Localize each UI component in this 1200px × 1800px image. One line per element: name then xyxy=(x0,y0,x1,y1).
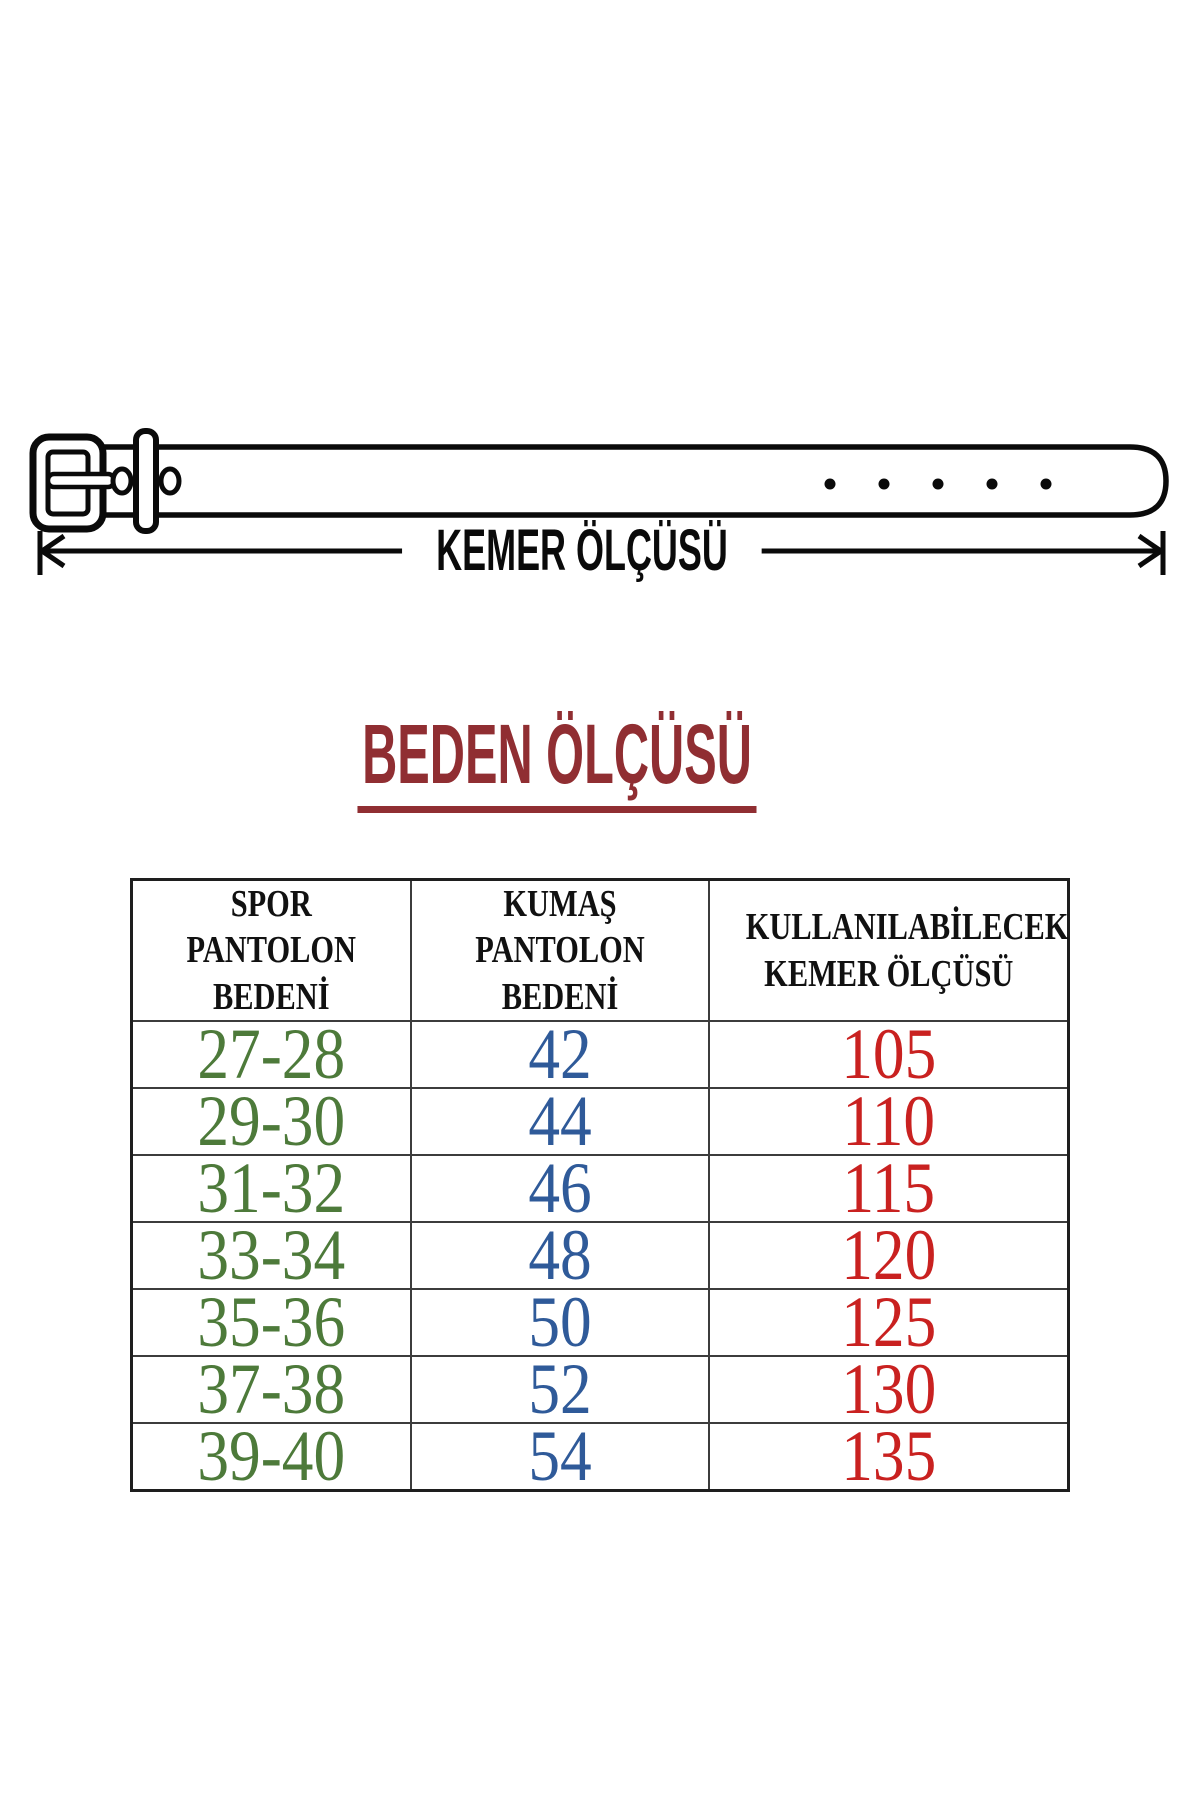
belt-diagram xyxy=(0,355,1200,605)
cell-belt-size: 105 xyxy=(709,1021,1069,1088)
header-text: SPOR PANTOLON BEDENİ xyxy=(186,883,356,1018)
cell-belt-size: 110 xyxy=(709,1088,1069,1155)
cell-sport-size: 35-36 xyxy=(132,1289,411,1356)
belt-buckle xyxy=(33,437,114,529)
header-cell-fabric xyxy=(411,880,709,1022)
header-text: KULLANILABİLECEK KEMER ÖLÇÜSÜ xyxy=(745,906,1068,995)
table-row xyxy=(132,1088,1069,1155)
size-table xyxy=(130,878,1070,1497)
cell-belt-size: 130 xyxy=(709,1356,1069,1423)
cell-fabric-size: 54 xyxy=(411,1423,709,1491)
table-row xyxy=(132,1021,1069,1088)
cell-fabric-size: 46 xyxy=(411,1155,709,1222)
cell-sport-size: 27-28 xyxy=(132,1021,411,1088)
cell-sport-size: 29-30 xyxy=(132,1088,411,1155)
cell-fabric-size: 50 xyxy=(411,1289,709,1356)
cell-sport-size: 33-34 xyxy=(132,1222,411,1289)
cell-fabric-size: 48 xyxy=(411,1222,709,1289)
cell-sport-size: 31-32 xyxy=(132,1155,411,1222)
table-row xyxy=(132,1423,1069,1491)
cell-belt-size: 115 xyxy=(709,1155,1069,1222)
size-title: BEDEN ÖLÇÜSÜ xyxy=(357,712,756,813)
cell-belt-size: 125 xyxy=(709,1289,1069,1356)
cell-sport-size: 39-40 xyxy=(132,1423,411,1491)
header-row xyxy=(132,880,1069,1022)
header-cell-sport xyxy=(132,880,411,1022)
cell-fabric-size: 44 xyxy=(411,1088,709,1155)
buckle-prong xyxy=(48,474,114,487)
belt-keeper-loop xyxy=(136,431,156,531)
table-row xyxy=(132,1356,1069,1423)
table-row xyxy=(132,1155,1069,1222)
table-row xyxy=(132,1222,1069,1289)
cell-sport-size: 37-38 xyxy=(132,1356,411,1423)
header-text: KUMAŞ PANTOLON BEDENİ xyxy=(474,883,645,1018)
belt-strap xyxy=(95,447,1166,515)
cell-belt-size: 135 xyxy=(709,1423,1069,1491)
header-cell-belt xyxy=(709,880,1069,1022)
table-body xyxy=(132,1014,1069,1497)
cell-fabric-size: 52 xyxy=(411,1356,709,1423)
cell-belt-size: 120 xyxy=(709,1222,1069,1289)
cell-fabric-size: 42 xyxy=(411,1021,709,1088)
belt-measure-label: KEMER ÖLÇÜSÜ xyxy=(402,522,762,580)
table-row xyxy=(132,1289,1069,1356)
